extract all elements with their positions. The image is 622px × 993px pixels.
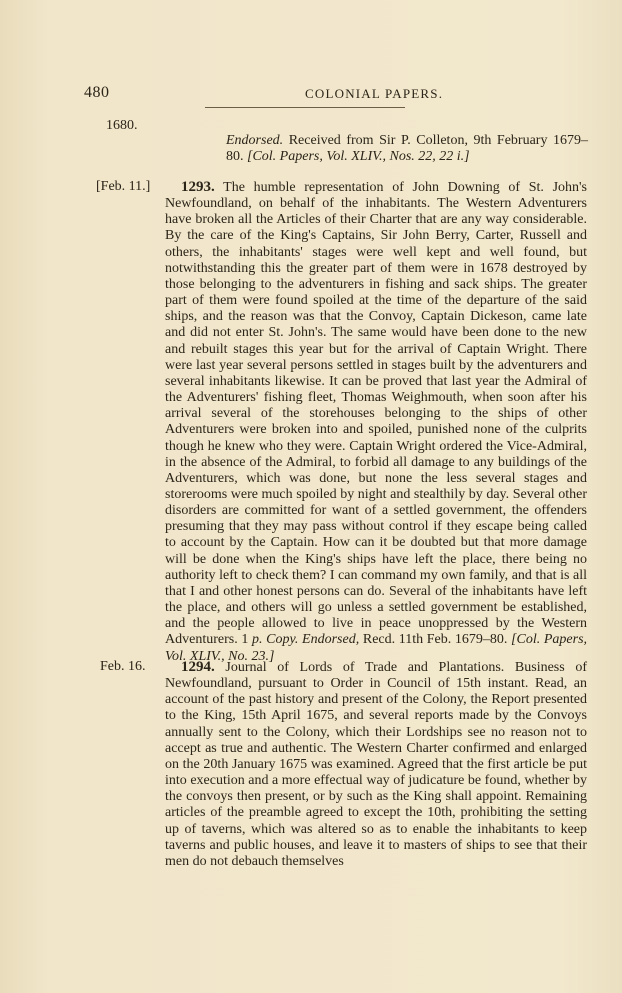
endorsement-reference: [Col. Papers, Vol. XLIV., Nos. 22, 22 i.] <box>247 149 470 164</box>
entry-1294 <box>165 659 587 870</box>
entry-date: Feb. 16. <box>100 659 146 674</box>
header-rule <box>205 107 405 108</box>
page-abbrev: p. <box>251 632 263 648</box>
endorsed-label: Endorsed. <box>226 133 284 148</box>
entry-number: 1294. <box>181 659 215 675</box>
copy-note: Copy. <box>266 632 299 648</box>
entry-reference: [Col. Papers, Vol. XLIV., No. 23.] <box>165 632 588 664</box>
endorsement-text: Received from Sir P. Colleton, 9th February 1679–80. <box>226 133 588 164</box>
entry-number: 1293. <box>181 179 215 195</box>
entry-date: [Feb. 11.] <box>96 179 151 194</box>
running-title: COLONIAL PAPERS. <box>305 86 444 101</box>
entry-body: Journal of Lords of Trade and Plantations. Business of Newfoundland, pursuant to Order in Council of 15th instant. Read, an account of the past history and present of the Colony, the Report presented to the King, 15th April 1675, and several reports made by the Convoys annually sent to the Colony, which their Lordships see no reason not to accept as true and authentic. The Western Charter confirmed and enlarged on the 20th January 1675 was examined. Agreed that the first article be put into execution and a more effectual way of judicature be found, whether by the convoys then present, or by such as the King shall appoint. Remaining articles of the preamble agreed to except the 10th, prohibiting the setting up of taverns, which was altered so as to enable the inhabitants to keep taverns and public houses, and leave it to masters of ships to see that their men do not debauch themselves <box>165 660 587 869</box>
received-note: Recd. 11th Feb. 1679–80. <box>359 632 512 648</box>
endorsed-note: Endorsed, <box>302 632 360 648</box>
year-marker: 1680. <box>106 118 138 133</box>
entry-body: The humble representation of John Downing of St. John's Newfoundland, on behalf of the inhabitants. The Western Adventurers have broken all the Articles of their Charter that are any way considerable. By the care of the King's Captains, Sir John Berry, Carter, Russell and others, the inhabitants' stages were well kept and well found, but notwithstanding this the greater part of them were in 1678 destroyed by those belonging to the adventurers in fishing and sack ships. The greater part of them were found spoiled at the time of the departure of the said ships, and the reason was that the Convoy, Captain Dickeson, came late and did not enter St. John's. The same would have been done to the new and rebuilt stages this year but for the arrival of Captain Wright. There were last year several persons settled in stages built by the adventurers and several inhabitants likewise. It can be proved that last year the Admiral of the Adventurers' fishing fleet, Thomas Weighmouth, when soon after his arrival several of the storehouses belonging to the ships of other Adventurers were broken into and spoiled, punished none of the culprits though he knew who they were. Captain Wright ordered the Vice-Admiral, in the absence of the Admiral, to forbid all damage to any buildings of the Adventurers, which was done, but none the less several stages and storerooms were much spoiled by night and stealthily by day. Several other disorders are committed for want of a settled government, the offenders presuming that they may pass without control if they escape being called to account by the Captain. How can it be doubted but that more damage will be done when the King's ships have left the place, there being no authority left to check them? I can command my own family, and that is all that I and other honest persons can do. Several of the inhabitants have left the place, and others will go unless a settled government be established, and the people allowed to live in peace unoppressed by the Western Adventurers. 1 <box>165 180 587 648</box>
page-number: 480 <box>84 84 110 101</box>
entry-1293 <box>165 179 587 665</box>
endorsement-note <box>226 133 588 165</box>
